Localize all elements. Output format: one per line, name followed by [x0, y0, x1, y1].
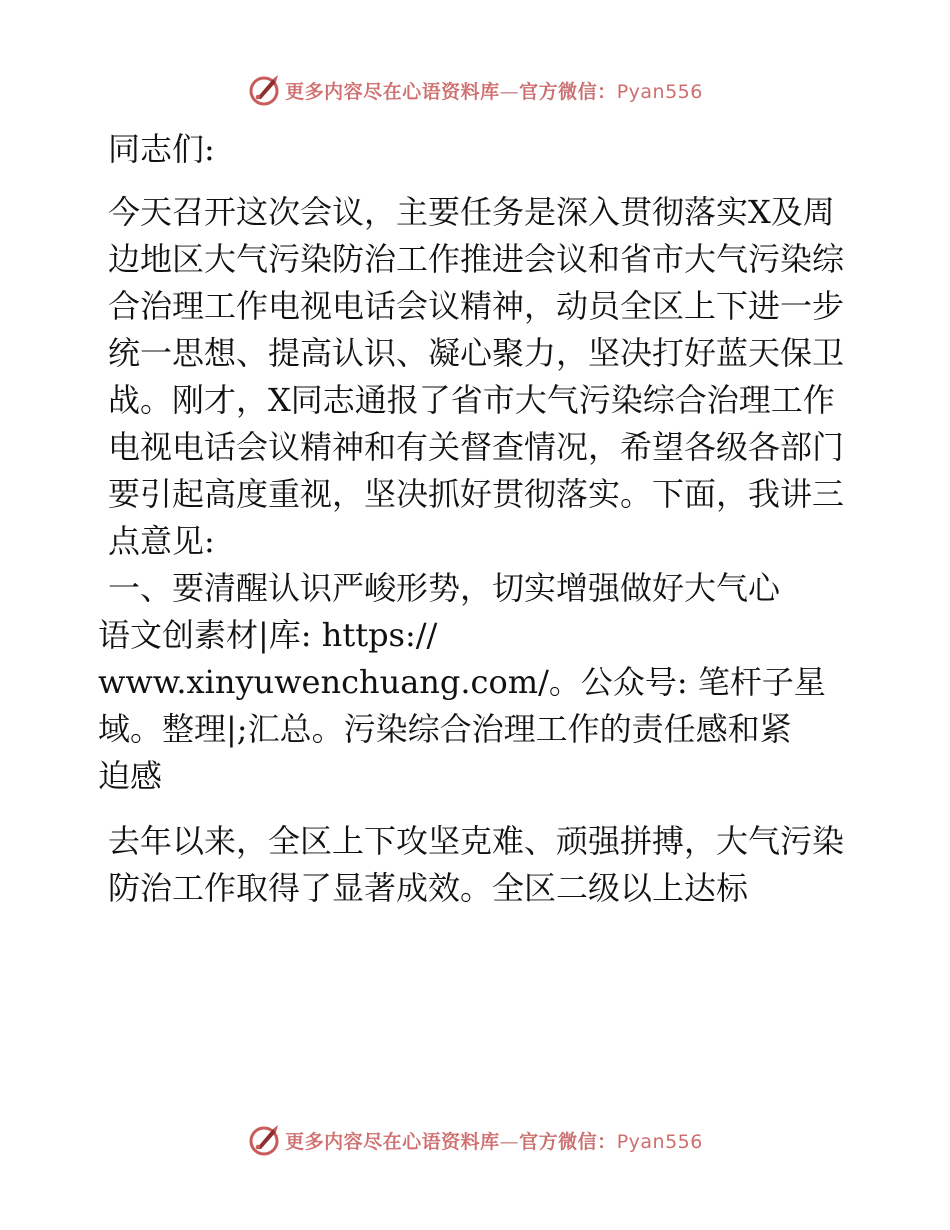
- banner-wechat-label: 官方微信：: [519, 1130, 617, 1153]
- banner-text: [285, 1127, 703, 1154]
- banner-separator: —: [499, 1130, 520, 1153]
- banner-wechat-id: Pyan556: [616, 1130, 703, 1153]
- quill-logo-icon: [247, 73, 281, 107]
- paragraph-progress: 去年以来，全区上下攻坚克难、顽强拼搏，大气污染防治工作取得了显著成效。全区二级以上达标: [108, 822, 845, 907]
- section-heading-1-line-2: 语文创素材|库: https://: [98, 616, 438, 654]
- banner-wechat-id: Pyan556: [616, 80, 703, 103]
- banner-brand-text: 更多内容尽在心语资料库: [285, 80, 500, 103]
- section-heading-1-line-4: 域。整理|;汇总。污染综合治理工作的责任感和紧: [98, 710, 792, 748]
- paragraph-intro: 今天召开这次会议，主要任务是深入贯彻落实X及周边地区大气污染防治工作推进会议和省市大气污染综合治理工作电视电话会议精神，动员全区上下进一步统一思想、提高认识、凝心聚力，坚决打好蓝天保卫战。刚才，X同志通报了省市大气污染综合治理工作电视电话会议精神和有关督查情况，希望各级各部门要引起高度重视，坚决抓好贯彻落实。下面，我讲三点意见:: [108, 193, 845, 560]
- banner-separator: —: [499, 80, 520, 103]
- salutation: 同志们:: [108, 130, 215, 168]
- footer-banner: [0, 1120, 950, 1160]
- banner-text: [285, 77, 703, 104]
- document-body: [98, 126, 858, 912]
- section-heading-1-line-1: 一、要清醒认识严峻形势，切实增强做好大气心: [108, 569, 781, 607]
- banner-brand-text: 更多内容尽在心语资料库: [285, 1130, 500, 1153]
- section-heading-1-line-3: www.xinyuwenchuang.com/。公众号: 笔杆子星: [98, 663, 826, 701]
- quill-logo-icon: [247, 1123, 281, 1157]
- banner-wechat-label: 官方微信：: [519, 80, 617, 103]
- section-heading-1-line-5: 迫感: [98, 757, 163, 795]
- header-banner: [0, 70, 950, 110]
- section-heading-1: [98, 565, 858, 800]
